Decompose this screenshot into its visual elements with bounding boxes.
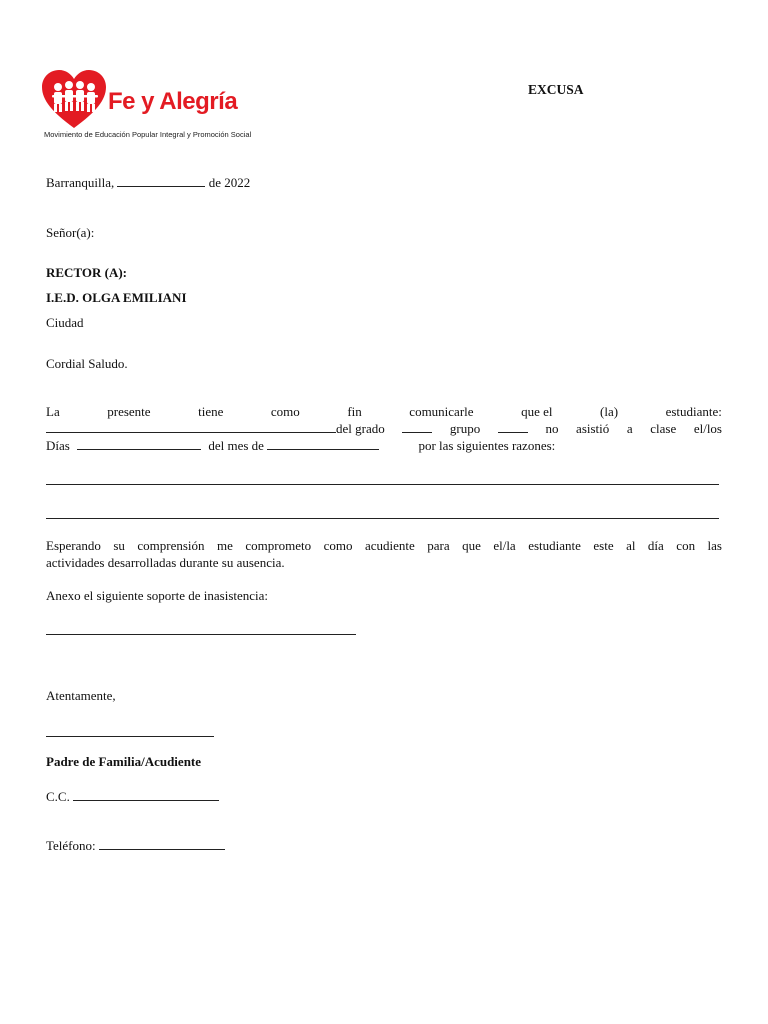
school-name: I.E.D. OLGA EMILIANI xyxy=(46,290,187,305)
year-text: de 2022 xyxy=(208,175,251,190)
logo-brand: Fe y Alegría xyxy=(108,88,238,115)
dias-text: Días xyxy=(46,438,70,453)
word: que el xyxy=(521,404,553,419)
salutation-to: Señor(a): xyxy=(46,225,95,240)
word: como xyxy=(270,404,300,419)
closing-text: Atentamente, xyxy=(46,688,116,703)
greeting: Cordial Saludo. xyxy=(46,356,128,371)
grupo-text: grupo xyxy=(449,421,481,436)
phone-blank[interactable] xyxy=(99,848,225,850)
logo-tagline: Movimiento de Educación Popular Integral y Promoción Social xyxy=(44,130,252,139)
paragraph-2-line-1: Esperando su comprensión me comprometo como acudiente para que el/la estudiante este al día con las xyxy=(46,538,722,553)
word: estudiante: xyxy=(665,404,722,419)
grado-blank[interactable] xyxy=(402,431,432,433)
city-label: Ciudad xyxy=(46,315,84,330)
mes-text: del mes de xyxy=(208,438,264,453)
document-title: EXCUSA xyxy=(528,82,584,97)
annex-blank[interactable] xyxy=(46,634,356,635)
word: presente xyxy=(107,404,151,419)
cc-line xyxy=(46,789,219,805)
paragraph-1-line-1 xyxy=(46,404,722,420)
word: asistió xyxy=(576,421,610,436)
heart-children-logo-icon xyxy=(42,70,106,130)
word: el/los xyxy=(693,421,722,436)
grado-text: del grado xyxy=(336,421,385,436)
razones-text: por las siguientes razones: xyxy=(418,438,556,453)
reason-line-1[interactable] xyxy=(46,484,719,485)
signer-role: Padre de Familia/Acudiente xyxy=(46,754,202,769)
dias-blank[interactable] xyxy=(77,448,201,450)
date-blank[interactable] xyxy=(117,185,205,187)
cc-blank[interactable] xyxy=(73,799,219,801)
phone-line xyxy=(46,838,225,854)
paragraph-2-line-2: actividades desarrolladas durante su ausencia. xyxy=(46,555,285,570)
recipient-role: RECTOR (A): xyxy=(46,265,128,280)
word: fin xyxy=(347,404,362,419)
signature-blank[interactable] xyxy=(46,736,214,737)
word: a xyxy=(626,421,633,436)
grupo-blank[interactable] xyxy=(498,431,528,433)
annex-text: Anexo el siguiente soporte de inasistencia: xyxy=(46,588,269,603)
mes-blank[interactable] xyxy=(267,448,379,450)
cc-label: C.C. xyxy=(46,789,70,804)
word: clase xyxy=(650,421,677,436)
word: tiene xyxy=(198,404,224,419)
date-line xyxy=(46,175,250,191)
reason-line-2[interactable] xyxy=(46,518,719,519)
paragraph-1-line-2 xyxy=(46,421,722,437)
word: no xyxy=(545,421,559,436)
logo xyxy=(42,70,252,142)
phone-label: Teléfono: xyxy=(46,838,96,853)
student-name-blank[interactable] xyxy=(46,431,336,433)
word: (la) xyxy=(600,404,619,419)
word: comunicarle xyxy=(409,404,474,419)
word: La xyxy=(46,404,60,419)
city-text: Barranquilla, xyxy=(46,175,115,190)
paragraph-1-line-3 xyxy=(46,438,555,454)
